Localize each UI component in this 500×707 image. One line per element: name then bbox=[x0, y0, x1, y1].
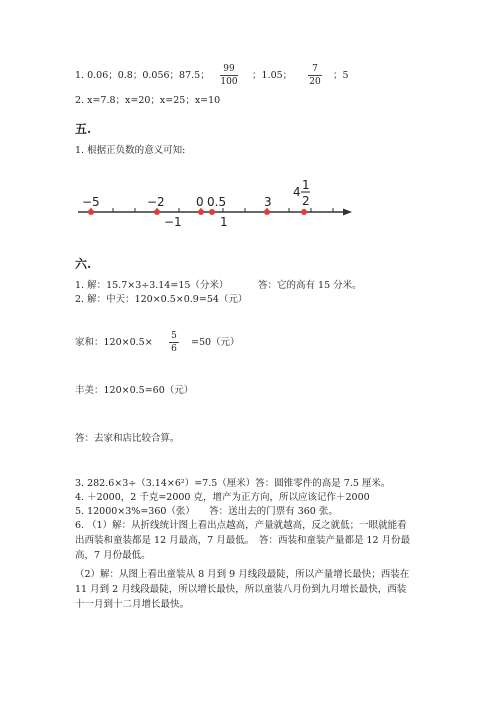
q1-solution: 1. 解：15.7×3÷3.14=15（分米） bbox=[75, 280, 229, 291]
point-0 bbox=[198, 209, 204, 215]
answer-1-text-b: ；1.05； bbox=[252, 70, 293, 81]
section-5-heading: 五. bbox=[75, 122, 92, 136]
answer-2-text: 2. x=7.8；x=20；x=25；x=10 bbox=[75, 95, 221, 106]
q6-part-1: 6. （1）解：从折线统计图上看出点越高，产量就越高，反之就低；一眼就能看出西装和童装都是 12 月最高，7 月最低。 答：西装和童装产量都是 12 月份最高，7 月份最低。 bbox=[75, 520, 411, 561]
mixed-number-numerator: 1 bbox=[302, 178, 310, 192]
fraction-numerator: 5 bbox=[171, 331, 177, 341]
q6-part-2: （2）解：从图上看出童装从 8 月到 9 月线段最陡，所以产量增长最快；西装在 11 月到 2 月线段最陡，所以增长最快，所以童装八月份到九月增长最快，西装十一月到十二月增长最快。 bbox=[75, 569, 410, 610]
fraction-numerator: 7 bbox=[312, 64, 318, 74]
fraction-5-6 bbox=[169, 331, 179, 354]
q3-line: 3. 282.6×3÷（3.14×6²）=7.5（厘米）答：圆锥零件的高是 7.5 厘米。 bbox=[75, 478, 391, 489]
label-3: 3 bbox=[264, 195, 272, 209]
mixed-number-denominator: 2 bbox=[302, 194, 310, 208]
q5-line: 5. 12000×3%=360（张） 答：送出去的门票有 360 张。 bbox=[75, 506, 338, 517]
section-5-item-1: 1. 根据正负数的意义可知: bbox=[75, 145, 186, 156]
point-4-and-a-half bbox=[301, 209, 307, 215]
point-minus-2 bbox=[154, 209, 160, 215]
q4-line: 4. ＋2000，2 千克=2000 克，增产为正方向，所以应该记作＋2000 bbox=[75, 492, 370, 503]
mixed-number-whole: 4 bbox=[293, 185, 301, 199]
fraction-denominator: 6 bbox=[171, 344, 177, 354]
fraction-denominator: 20 bbox=[309, 77, 321, 87]
fraction-numerator: 99 bbox=[223, 64, 235, 74]
point-3 bbox=[264, 209, 270, 215]
q2-answer: 答：去家和店比较合算。 bbox=[75, 433, 180, 444]
q2-solution: 2. 解：中天：120×0.5×0.9=54（元） bbox=[75, 294, 248, 305]
q2-fengmei: 丰美：120×0.5=60（元） bbox=[75, 385, 194, 396]
label-minus-2: −2 bbox=[147, 195, 165, 209]
label-0-5: 0.5 bbox=[207, 195, 227, 209]
label-minus-5: −5 bbox=[82, 195, 100, 209]
point-0-5 bbox=[209, 209, 215, 215]
answer-1-text-c: ；5 bbox=[333, 70, 349, 81]
q2-home-text-a: 家和：120×0.5× bbox=[75, 337, 153, 348]
label-minus-1: −1 bbox=[164, 215, 182, 229]
section-6-heading: 六. bbox=[75, 257, 92, 271]
label-0: 0 bbox=[196, 195, 204, 209]
label-1: 1 bbox=[220, 215, 228, 229]
fraction-denominator: 100 bbox=[220, 77, 238, 87]
number-line-arrow bbox=[343, 209, 352, 216]
q2-home-text-b: =50（元） bbox=[191, 337, 240, 348]
point-minus-5 bbox=[88, 209, 94, 215]
q1-answer: 答：它的高有 15 分米。 bbox=[258, 280, 362, 291]
answer-1-text-a: 1. 0.06；0.8；0.056；87.5； bbox=[75, 70, 210, 81]
